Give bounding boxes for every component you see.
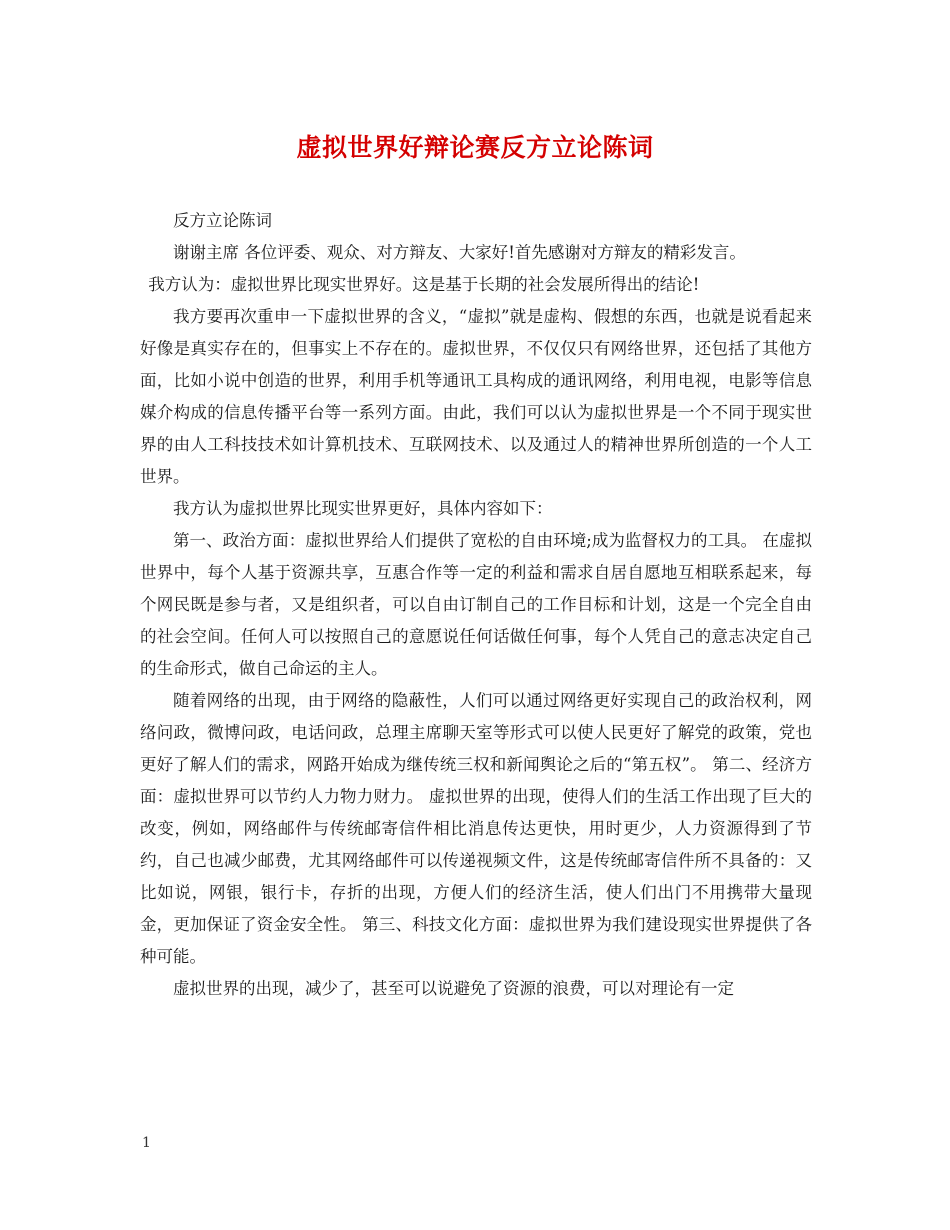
document-body [140, 205, 812, 1005]
paragraph-heading: 反方立论陈词 [173, 211, 272, 230]
paragraph-network: 随着网络的出现，由于网络的隐蔽性，人们可以通过网络更好实现自己的政治权利，网络问政，微博问政，电话问政，总理主席聊天室等形式可以使人民更好了解党的政策，党也更好了解人们的需求，网路开始成为继传统三权和新闻舆论之后的“第五权”。 第二、经济方面：虚拟世界可以节约人力物力财力。 虚拟世界的出现，使得人们的生活工作出现了巨大的改变，例如，网络邮件与传统邮寄信件相比消息传达更快，用时更少，人力资源得到了节约，自己也减少邮费，尤其网络邮件可以传递视频文件，这是传统邮寄信件所不具备的：又比如说，网银，银行卡，存折的出现，方便人们的经济生活，使人们出门不用携带大量现金，更加保证了资金安全性。 第三、科技文化方面：虚拟世界为我们建设现实世界提供了各种可能。 [140, 691, 812, 966]
paragraph-greeting: 谢谢主席 各位评委、观众、对方辩友、大家好!首先感谢对方辩友的精彩发言。 [173, 243, 746, 262]
paragraph-position: 我方认为：虚拟世界比现实世界好。这是基于长期的社会发展所得出的结论! [148, 275, 700, 294]
paragraph-resources: 虚拟世界的出现，减少了，甚至可以说避免了资源的浪费，可以对理论有一定 [173, 979, 734, 998]
document-title: 虚拟世界好辩论赛反方立论陈词 [296, 133, 654, 162]
page-number: 1 [142, 1135, 151, 1151]
paragraph-intro: 我方认为虚拟世界比现实世界更好，具体内容如下： [173, 499, 553, 518]
paragraph-definition: 我方要再次重申一下虚拟世界的含义，“虚拟”就是虚构、假想的东西，也就是说看起来好像是真实存在的，但事实上不存在的。虚拟世界，不仅仅只有网络世界，还包括了其他方面，比如小说中创造的世界，利用手机等通讯工具构成的通讯网络，利用电视，电影等信息媒介构成的信息传播平台等一系列方面。由此，我们可以认为虚拟世界是一个不同于现实世界的由人工科技技术如计算机技术、互联网技术、以及通过人的精神世界所创造的一个人工世界。 [140, 307, 812, 486]
paragraph-politics: 第一、政治方面：虚拟世界给人们提供了宽松的自由环境;成为监督权力的工具。 在虚拟世界中，每个人基于资源共享，互惠合作等一定的利益和需求自居自愿地互相联系起来，每个网民既是参与者，又是组织者，可以自由订制自己的工作目标和计划，这是一个完全自由的社会空间。任何人可以按照自己的意愿说任何话做任何事，每个人凭自己的意志决定自己的生命形式，做自己命运的主人。 [140, 531, 812, 678]
